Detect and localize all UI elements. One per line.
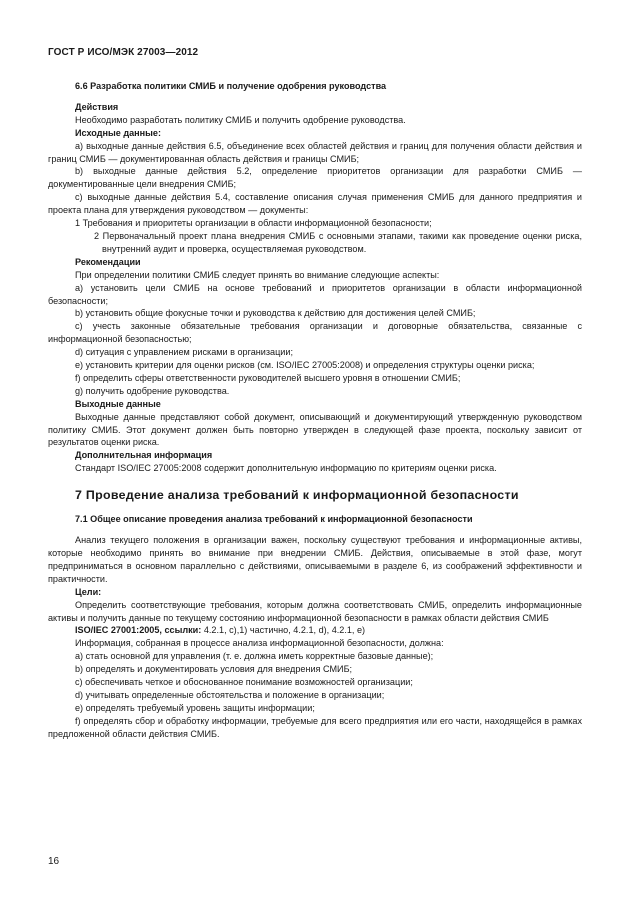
info-item: d) учитывать определенные обстоятельства и положение в организации; [75, 689, 385, 700]
page-content [48, 80, 582, 741]
recommendation-item: f) определить сферы ответственности руководителей высшего уровня в отношении СМИБ; [75, 372, 461, 383]
recommendation-item: c) учесть законные обязательные требования организации и договорные обязательства, связанные с информационной безопасностью; [48, 321, 582, 345]
recommendation-item: e) установить критерии для оценки рисков (см. ISO/IEC 27005:2008) и определения структуры оценки риска; [75, 360, 535, 371]
note-item: 1 Требования и приоритеты организации в области информационной безопасности; [75, 218, 432, 229]
recommendation-item: b) установить общие фокусные точки и руководства к действию для достижения целей СМИБ; [75, 308, 476, 319]
recommendation-item: g) получить одобрение руководства. [75, 385, 230, 396]
input-item: c) выходные данные действия 5.4, составление описания случая применения СМИБ для данного предприятия и проекта плана для утверждения руководством — документы: [48, 192, 582, 216]
recommendation-item: d) ситуация с управлением рисками в организации; [75, 347, 293, 358]
input-item: a) выходные данные действия 6.5, объединение всех областей действия и границ для получения области действия и границ СМИБ — документированная область действия и границы СМИБ; [48, 140, 582, 164]
goals-text: Определить соответствующие требования, которым должна соответствовать СМИБ, определить информационные активы и получить данные по текущему состоянию информационной безопасности в рамках области действия СМИБ [48, 599, 582, 623]
iso-reference-clauses: 4.2.1, c),1) частично, 4.2.1, d), 4.2.1, e) [201, 625, 366, 636]
recommendations-heading: Рекомендации [75, 256, 141, 267]
input-item: b) выходные данные действия 5.2, определение приоритетов организации для разработки СМИБ — документированные цели внедрения СМИБ; [48, 166, 582, 190]
info-item: e) определять требуемый уровень защиты информации; [75, 702, 315, 713]
iso-reference [48, 624, 582, 637]
section-7-1-intro: Анализ текущего положения в организации важен, поскольку существуют требования и информационные активы, которые необходимо принять во внимание при внедрении СМИБ. Действия, описываемые в этой фазе, могут предприниматься в основном параллельно с действиями, описываемыми в разделе 6, из соображений эффективности и практичности. [48, 535, 582, 584]
actions-heading: Действия [75, 101, 119, 112]
info-item: a) стать основной для управления (т. е. должна иметь корректные базовые данные); [75, 651, 434, 662]
outputs-text: Выходные данные представляют собой документ, описывающий и документирующий утвержденную руководством политику СМИБ. Этот документ должен быть повторно утвержден в следующей фазе проекта, поскольку зависит от результатов оценки риска. [48, 411, 582, 448]
actions-text: Необходимо разработать политику СМИБ и получить одобрение руководства. [75, 114, 406, 125]
additional-info-text: Стандарт ISO/IEC 27005:2008 содержит дополнительную информацию по критериям оценки риска. [75, 463, 497, 474]
page-number: 16 [48, 856, 60, 867]
additional-info-heading: Дополнительная информация [75, 450, 213, 461]
iso-reference-label: ISO/IEC 27001:2005, ссылки: [75, 625, 202, 636]
info-item: b) определять и документировать условия для внедрения СМИБ; [75, 664, 353, 675]
chapter-7-title: 7 Проведение анализа требований к информационной безопасности [75, 488, 519, 503]
section-7-1-title: 7.1 Общее описание проведения анализа требований к информационной безопасности [75, 514, 473, 525]
info-intro: Информация, собранная в процессе анализа информационной безопасности, должна: [75, 638, 444, 649]
info-item: f) определять сбор и обработку информации, требуемые для всего предприятия или его части, находящейся в рамках предложенной области действия СМИБ. [48, 715, 582, 739]
outputs-heading: Выходные данные [75, 398, 161, 409]
note-item: 2 Первоначальный проект плана внедрения СМИБ с основными этапами, такими как проведение оценки риска, внутренний аудит и проверка, осуществляемая руководством. [94, 230, 582, 254]
recommendations-intro: При определении политики СМИБ следует принять во внимание следующие аспекты: [75, 269, 440, 280]
inputs-heading: Исходные данные: [75, 127, 162, 138]
goals-heading: Цели: [75, 586, 102, 597]
recommendation-item: a) установить цели СМИБ на основе требований и приоритетов организации в области информационной безопасности; [48, 282, 582, 306]
section-6-6-title: 6.6 Разработка политики СМИБ и получение одобрения руководства [75, 81, 387, 91]
document-header: ГОСТ Р ИСО/МЭК 27003—2012 [48, 47, 199, 58]
info-item: c) обеспечивать четкое и обоснованное понимание возможностей организации; [75, 677, 413, 688]
